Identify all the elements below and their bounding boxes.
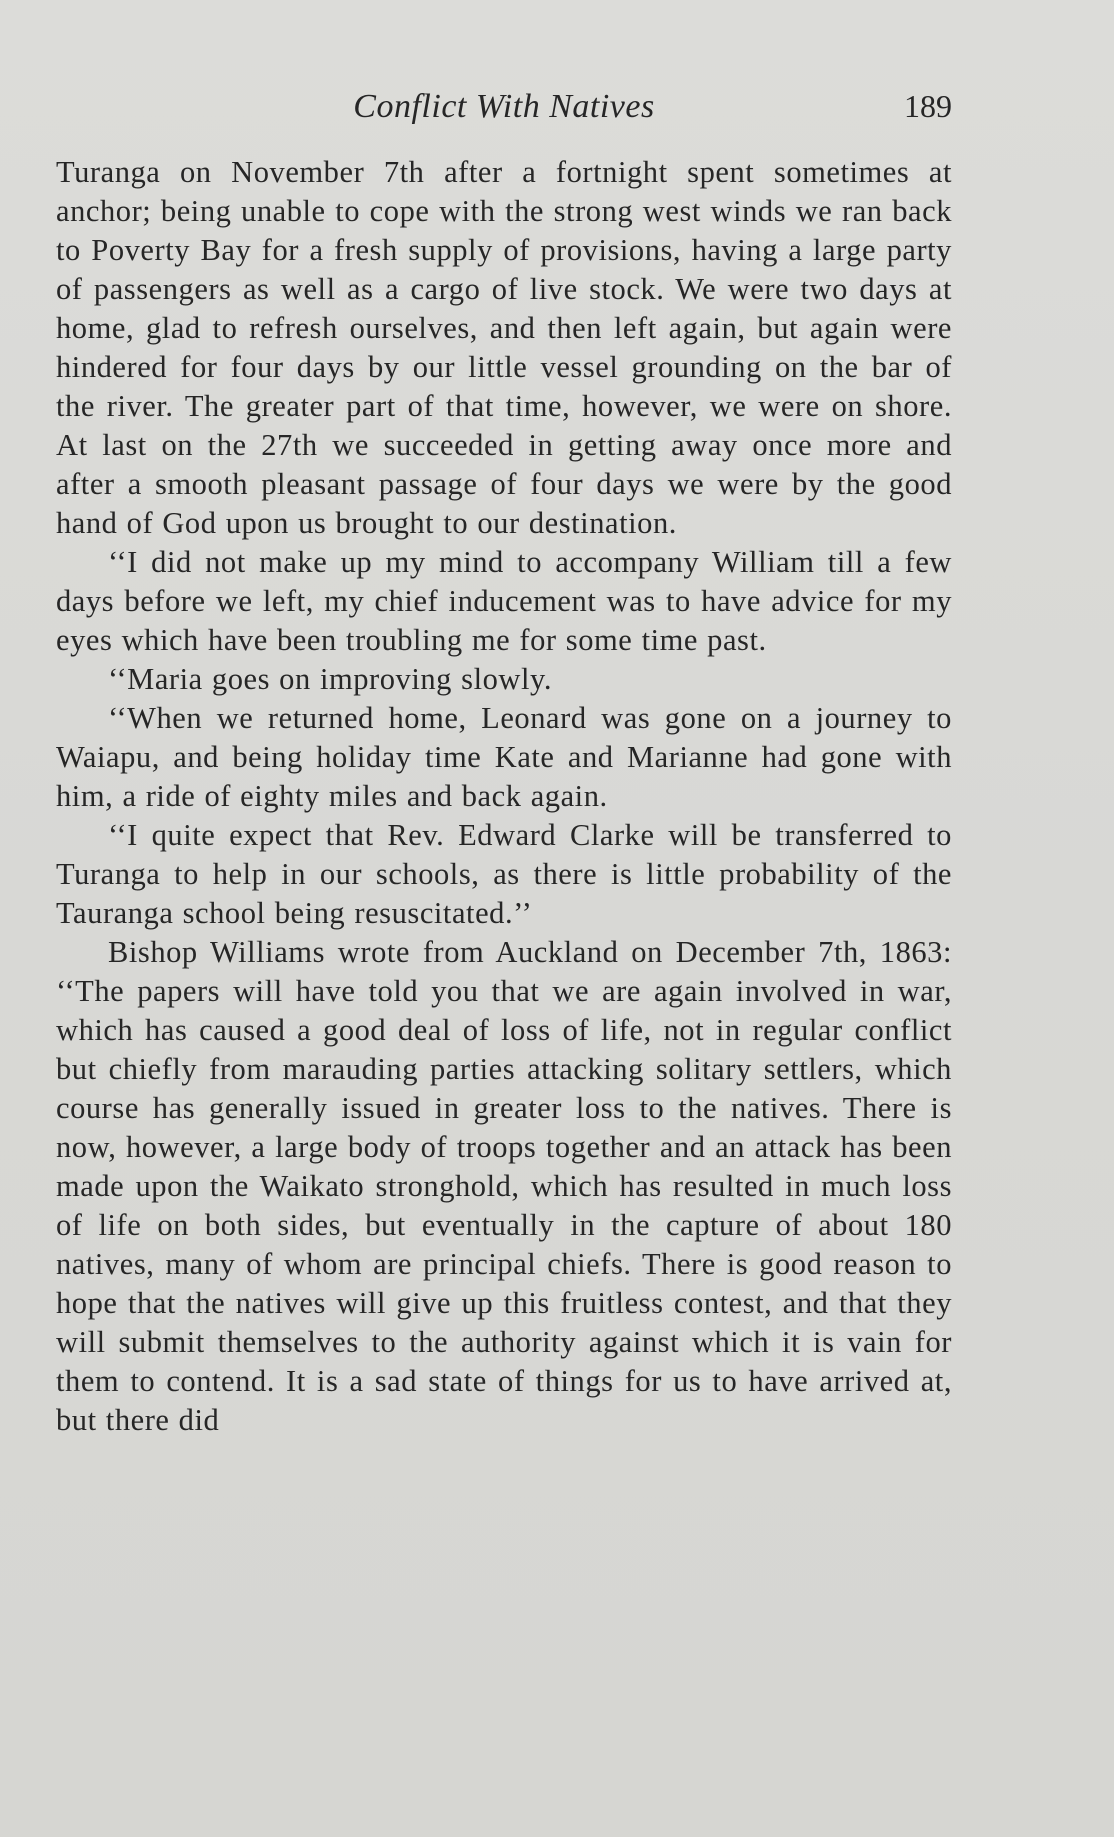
paragraph: ‘‘I did not make up my mind to accompany William till a few days before we left, my chief inducement was to have advice for my eyes which have been troubling me for some time past.	[56, 545, 952, 657]
body-text	[56, 153, 952, 1440]
paragraph: ‘‘When we returned home, Leonard was gone on a journey to Waiapu, and being holiday time Kate and Marianne had gone with him, a ride of eighty miles and back again.	[56, 701, 952, 813]
running-head	[56, 88, 952, 130]
page-number: 189	[904, 88, 952, 124]
paragraph: Bishop Williams wrote from Auckland on December 7th, 1863: ‘‘The papers will have told you that we are again involved in war, which has caused a good deal of loss of life, not in regular conflict but chiefly from marauding parties attacking solitary settlers, which course has generally issued in greater loss to the natives. There is now, however, a large body of troops together and an attack has been made upon the Waikato stronghold, which has resulted in much loss of life on both sides, but eventually in the capture of about 180 natives, many of whom are principal chiefs. There is good reason to hope that the natives will give up this fruitless contest, and that they will submit themselves to the authority against which it is vain for them to contend. It is a sad state of things for us to have arrived at, but there did	[56, 935, 952, 1437]
paragraph: ‘‘Maria goes on improving slowly.	[108, 662, 552, 696]
paragraph: Turanga on November 7th after a fortnight spent sometimes at anchor; being unable to cope with the strong west winds we ran back to Poverty Bay for a fresh supply of provisions, having a large party of passengers as well as a cargo of live stock. We were two days at home, glad to refresh ourselves, and then left again, but again were hindered for four days by our little vessel grounding on the bar of the river. The greater part of that time, however, we were on shore. At last on the 27th we succeeded in getting away once more and after a smooth pleasant passage of four days we were by the good hand of God upon us brought to our destination.	[56, 155, 952, 540]
running-title: Conflict With Natives	[353, 88, 655, 125]
paragraph: ‘‘I quite expect that Rev. Edward Clarke will be transferred to Turanga to help in our schools, as there is little probability of the Tauranga school being resuscitated.’’	[56, 818, 952, 930]
